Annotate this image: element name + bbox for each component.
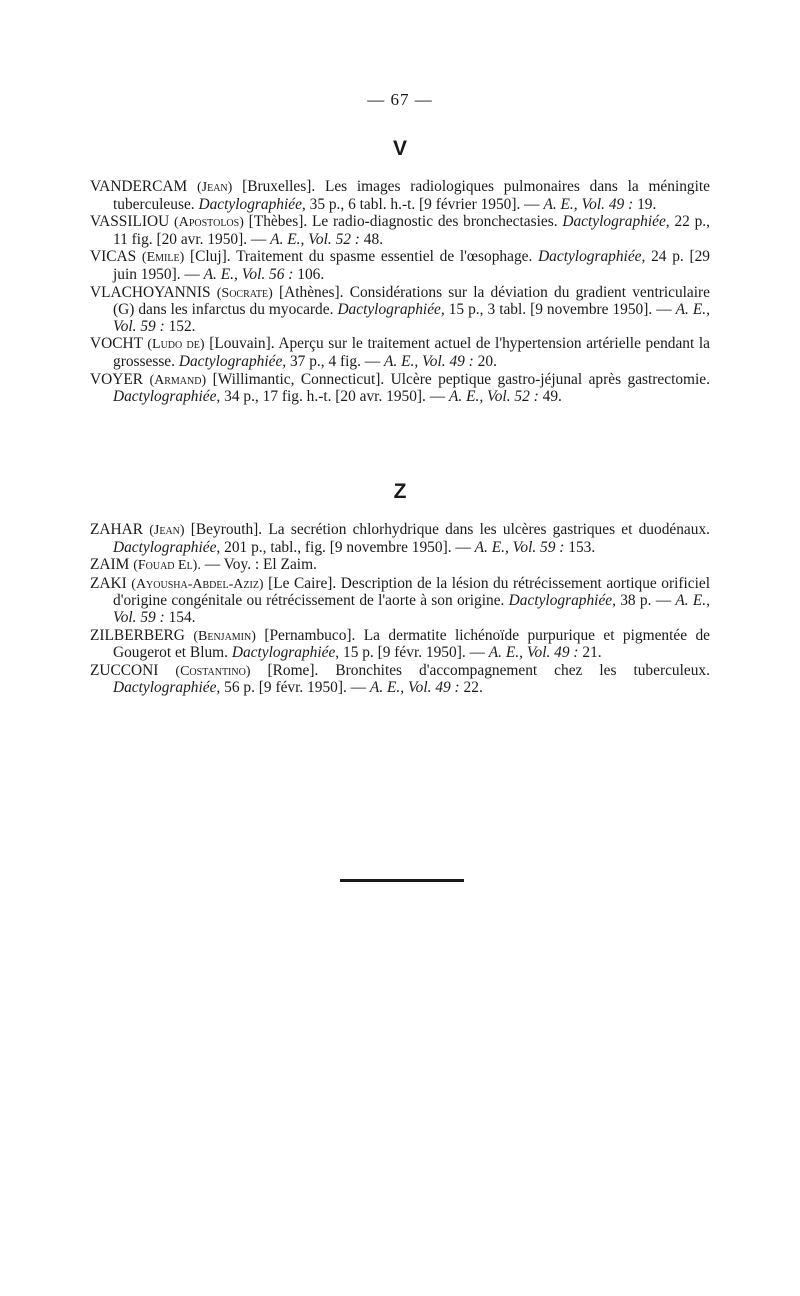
entry-page: 49. bbox=[542, 388, 562, 406]
entry-page: 20. bbox=[477, 352, 497, 370]
entry-type: Dactylographiée, bbox=[538, 248, 646, 266]
entry-page: 21. bbox=[582, 644, 602, 662]
entry-journal: A. E., Vol. 49 : bbox=[488, 644, 579, 662]
entry-place: [Thèbes]. bbox=[248, 213, 308, 231]
entry-details: 15 p., 3 tabl. [9 novembre 1950]. — bbox=[448, 301, 672, 319]
entry-surname: ZAKI bbox=[90, 574, 127, 592]
bibliography-entry bbox=[90, 663, 710, 697]
entry-page: 22. bbox=[463, 679, 483, 697]
entry-place: [Rome]. bbox=[267, 661, 319, 679]
entry-details: 38 p. — bbox=[620, 592, 672, 610]
entry-surname: ZILBERBERG bbox=[90, 626, 185, 644]
bibliography-entry bbox=[90, 576, 710, 627]
entry-title: Bronchites d'accompagnement chez les tuberculeux. bbox=[335, 661, 710, 679]
entry-place: [Bruxelles]. bbox=[242, 178, 316, 195]
entry-journal: A. E., Vol. 49 : bbox=[369, 679, 460, 697]
entry-place: [Willimantic, Connecticut]. bbox=[212, 370, 385, 388]
bibliography-entry bbox=[90, 628, 710, 662]
section-letter-z: Z bbox=[393, 480, 407, 503]
entry-journal: A. E., Vol. 52 : bbox=[270, 230, 360, 248]
entry-details: 22 p., 11 fig. [20 avr. 1950]. — bbox=[113, 213, 711, 248]
entry-page: 48. bbox=[363, 230, 384, 248]
entry-title: Traitement du spasme essentiel de l'œsophage. bbox=[236, 248, 533, 266]
entry-title: Les images radiologiques pulmonaires dans la méningite tuberculeuse. bbox=[113, 178, 710, 213]
page-number: — 67 — bbox=[367, 90, 433, 109]
entry-place: [Cluj]. bbox=[189, 248, 231, 266]
entry-details: 34 p., 17 fig. h.-t. [20 avr. 1950]. — bbox=[224, 388, 446, 406]
entry-given-name: (Fouad El). bbox=[133, 558, 201, 574]
entry-surname: VOYER bbox=[90, 370, 144, 388]
entry-details: 24 p. [29 juin 1950]. — bbox=[113, 248, 710, 283]
entry-details: 15 p. [9 févr. 1950]. — bbox=[343, 644, 485, 662]
entry-place: [Louvain]. bbox=[209, 335, 275, 353]
entry-type: Dactylographiée, bbox=[178, 352, 287, 370]
entry-journal: A. E., Vol. 49 : bbox=[384, 352, 474, 370]
entry-type: Dactylographiée, bbox=[113, 388, 221, 406]
bibliography-entry bbox=[90, 336, 710, 370]
entry-title: La dermatite lichénoïde purpurique et pigmentée de Gougerot et Blum. bbox=[113, 626, 710, 662]
bibliography-entry bbox=[90, 214, 710, 248]
entry-surname: ZUCCONI bbox=[90, 661, 159, 679]
entry-given-name: (Socrate) bbox=[216, 285, 273, 301]
entry-details: 201 p., tabl., fig. [9 novembre 1950]. — bbox=[224, 538, 471, 556]
entry-journal: A. E., Vol. 56 : bbox=[203, 265, 294, 283]
entry-type: Dactylographiée, bbox=[337, 301, 445, 319]
entry-page: 153. bbox=[568, 538, 596, 556]
entry-given-name: (Jean) bbox=[149, 523, 185, 538]
entry-place: [Athènes]. bbox=[278, 283, 344, 301]
bibliography-entry bbox=[90, 557, 710, 575]
entry-title: Description de la lésion du rétrécissement aortique orificiel d'origine congénitale ou rétrécissement de l'aorte à son origine. bbox=[113, 574, 710, 610]
entry-title: Considérations sur la déviation du gradient ventriculaire (G) dans les infarctus du myocarde. bbox=[113, 283, 710, 319]
entry-given-name: (Armand) bbox=[149, 372, 207, 388]
entry-journal: A. E., Vol. 49 : bbox=[543, 195, 634, 213]
entry-page: 154. bbox=[168, 608, 196, 626]
entry-given-name: (Benjamin) bbox=[193, 628, 256, 644]
entry-details: 35 p., 6 tabl. h.-t. [9 février 1950]. — bbox=[309, 195, 540, 213]
entry-title: La secrétion chlorhydrique dans les ulcères gastriques et duodénaux. bbox=[268, 521, 710, 538]
bibliography-entry bbox=[90, 249, 710, 283]
entry-details: 37 p., 4 fig. — bbox=[289, 352, 381, 370]
entry-surname: VLACHOYANNIS bbox=[90, 283, 211, 301]
entry-title: Aperçu sur le traitement actuel de l'hypertension artérielle pendant la grossesse. bbox=[113, 335, 710, 370]
entry-list-v bbox=[90, 179, 710, 407]
entry-journal: A. E., Vol. 59 : bbox=[113, 592, 710, 626]
entry-surname: VICAS bbox=[90, 248, 137, 266]
entry-given-name: (Emile) bbox=[141, 250, 185, 266]
entry-given-name: (Ludo de) bbox=[147, 337, 205, 353]
entry-surname: VANDERCAM bbox=[90, 178, 188, 195]
entry-type: Dactylographiée, bbox=[113, 679, 221, 697]
entry-given-name: (Costantino) bbox=[175, 663, 251, 679]
bibliography-entry bbox=[90, 522, 710, 556]
entry-type: Dactylographiée, bbox=[508, 592, 616, 610]
entry-title: — Voy. : bbox=[204, 556, 260, 574]
bibliography-entry bbox=[90, 179, 710, 213]
entry-given-name: (Ayousha-Abdel-Aziz) bbox=[131, 576, 264, 592]
entry-place: [Le Caire]. bbox=[268, 574, 337, 592]
entry-type: Dactylographiée, bbox=[113, 538, 221, 556]
entry-title: Le radio-diagnostic des bronchectasies. bbox=[312, 213, 558, 231]
entry-place: [Pernambuco]. bbox=[264, 626, 356, 644]
entry-surname: ZAIM bbox=[90, 556, 130, 574]
entry-surname: ZAHAR bbox=[90, 521, 144, 538]
entry-given-name: (Jean) bbox=[196, 180, 233, 195]
entry-journal: A. E., Vol. 59 : bbox=[113, 301, 710, 335]
entry-page: 152. bbox=[168, 317, 196, 335]
bibliography-entry bbox=[90, 285, 710, 336]
entry-page: 106. bbox=[297, 265, 325, 283]
entry-journal: A. E., Vol. 52 : bbox=[449, 388, 539, 406]
entry-journal: A. E., Vol. 59 : bbox=[474, 538, 565, 556]
entry-list-z bbox=[90, 522, 710, 698]
entry-surname: VOCHT bbox=[90, 335, 143, 353]
entry-details: El Zaim. bbox=[263, 556, 317, 574]
entry-place: [Beyrouth]. bbox=[190, 521, 263, 538]
entry-details: 56 p. [9 févr. 1950]. — bbox=[224, 679, 367, 697]
entry-surname: VASSILIOU bbox=[90, 213, 170, 231]
entry-title: Ulcère peptique gastro-jéjunal après gastrectomie. bbox=[390, 370, 710, 388]
entry-page: 19. bbox=[637, 195, 657, 213]
entry-given-name: (Apostolos) bbox=[174, 215, 244, 231]
bibliography-entry bbox=[90, 372, 710, 406]
closing-rule bbox=[340, 879, 464, 882]
entry-type: Dactylographiée, bbox=[562, 213, 670, 231]
entry-type: Dactylographiée, bbox=[231, 644, 340, 662]
section-letter-v: V bbox=[392, 137, 407, 160]
entry-type: Dactylographiée, bbox=[198, 195, 306, 213]
